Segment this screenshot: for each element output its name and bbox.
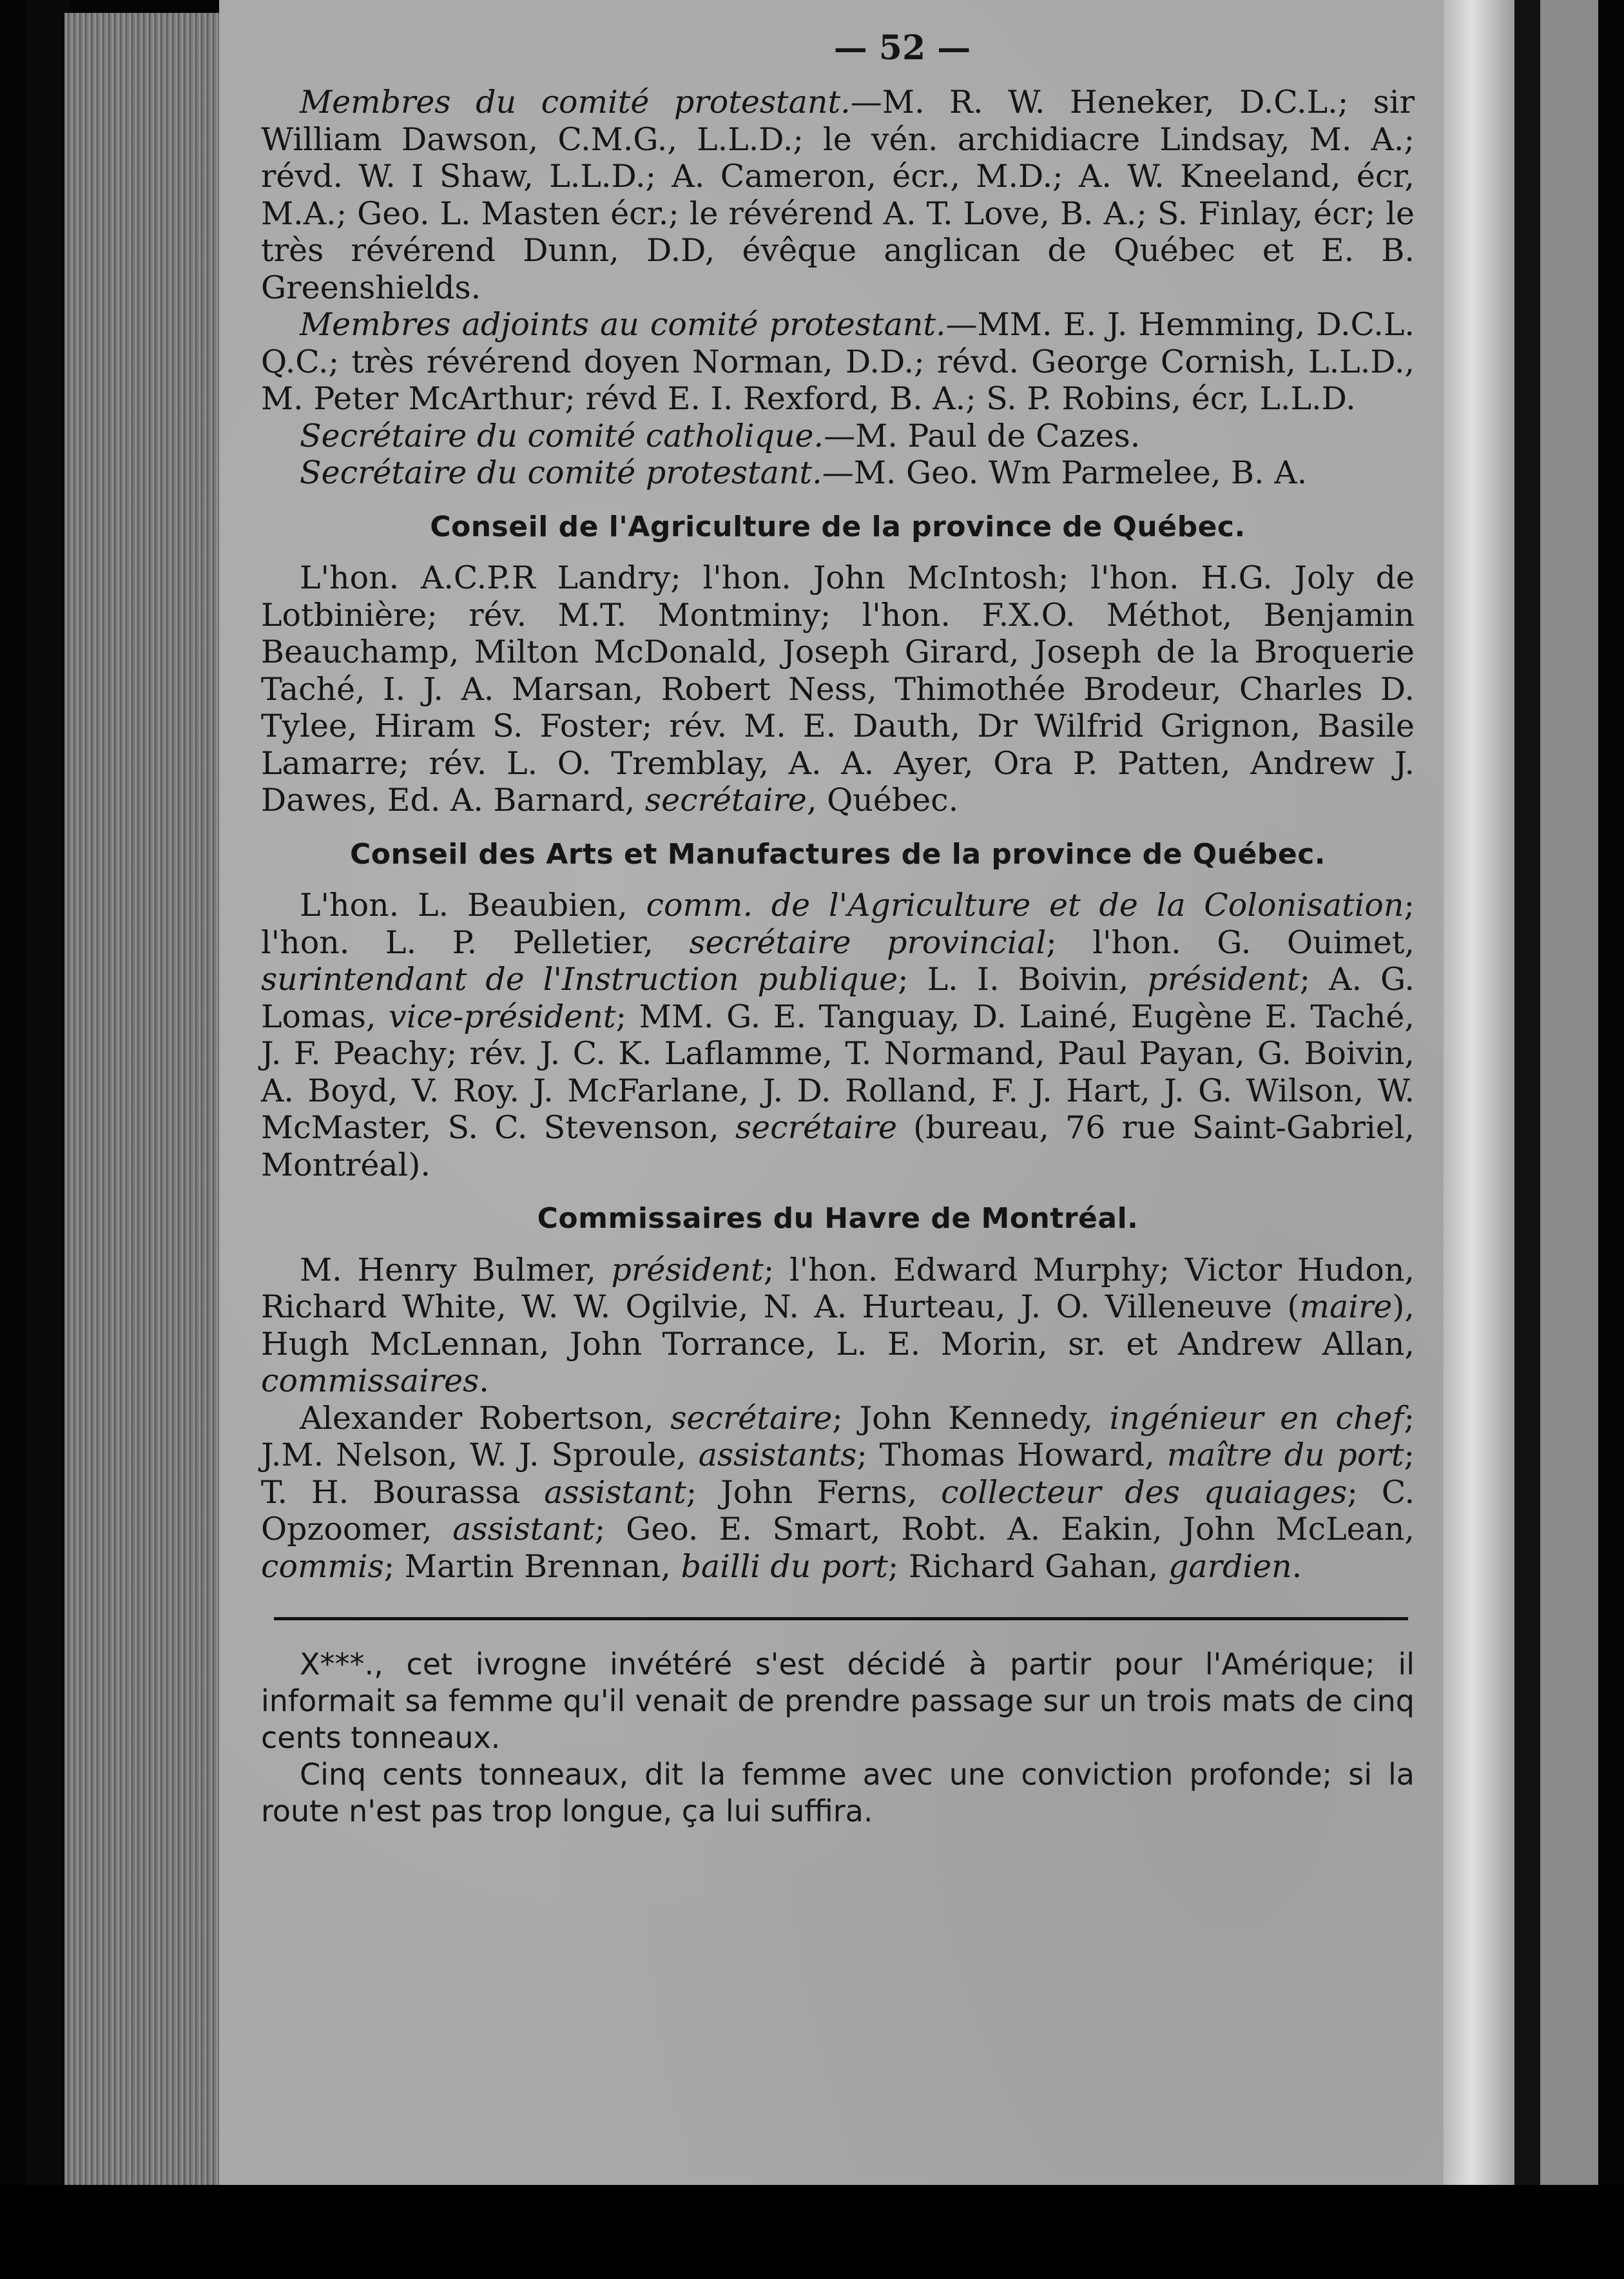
role-text: ingénieur en chef xyxy=(1109,1399,1404,1437)
paragraph-membres-adjoints xyxy=(261,306,1415,418)
paragraph-text: ; Martin Brennan, xyxy=(383,1547,681,1585)
role-text: secrétaire xyxy=(670,1399,833,1437)
role-text: assistant xyxy=(544,1473,686,1511)
anecdote xyxy=(261,1646,1415,1830)
role-text: collecteur des quaiages xyxy=(941,1473,1348,1511)
paragraph-text: —M. R. W. Heneker, D.C.L.; sir William Dawson, C.M.G., L.L.D.; le vén. archidiacre Lindsay, M. A.; révd. W. I Shaw, L.L.D.; A. Cameron, écr., M.D.; A. W. Kneeland, écr, M.A.; Geo. L. Masten écr.; le révérend A. T. Love, B. A.; S. Finlay, écr; le très révérend Dunn, D.D, évêque anglican de Québec et E. B. Greenshields. xyxy=(261,84,1415,306)
role-text: secrétaire provincial xyxy=(689,924,1047,961)
role-text: vice-président xyxy=(389,998,616,1035)
paragraph-text: ; John Kennedy, xyxy=(832,1399,1110,1437)
paragraph-text: ; T. H. Bourassa xyxy=(261,1437,1415,1511)
label: Membres adjoints au comité protestant. xyxy=(300,306,946,343)
scan-bottom-border xyxy=(0,2185,1624,2279)
role-text: maire xyxy=(1299,1288,1393,1325)
paragraph-membres-comite-protestant xyxy=(261,84,1415,306)
gutter-shadow xyxy=(1514,0,1540,2191)
paragraph-arts xyxy=(261,887,1415,1183)
paragraph-secretaire-catholique xyxy=(261,418,1415,455)
next-page-edge xyxy=(1540,0,1598,2191)
paragraph-agriculture xyxy=(261,559,1415,819)
paragraph-secretaire-protestant xyxy=(261,454,1415,492)
page-number: — 52 — xyxy=(833,28,971,68)
role-text: bailli du port xyxy=(681,1547,888,1585)
page-content xyxy=(261,26,1415,1830)
paragraph-text: ; J.M. Nelson, W. J. Sproule, xyxy=(261,1399,1415,1473)
book-page-stack xyxy=(64,13,236,2185)
paragraph-text: ; Thomas Howard, xyxy=(856,1437,1167,1473)
paragraph-text: ; John Ferns, xyxy=(686,1473,942,1511)
paragraph-text: M. Henry Bulmer, xyxy=(300,1251,612,1288)
role-text: secrétaire xyxy=(735,1109,897,1146)
paragraph-text: L'hon. L. Beaubien, xyxy=(300,887,646,924)
role-text: assistants xyxy=(698,1437,857,1473)
label: Secrétaire du comité protestant. xyxy=(300,454,822,491)
paragraph-text: (bureau, 76 rue Saint-Gabriel, Montréal). xyxy=(261,1109,1415,1183)
anecdote-paragraph: Cinq cents tonneaux, dit la femme avec une conviction profonde; si la route n'est pas trop longue, ça lui suffira. xyxy=(261,1757,1415,1828)
label: Secrétaire du comité catholique. xyxy=(300,417,824,454)
paragraph-text: ; A. G. Lomas, xyxy=(261,961,1415,1035)
role-text: commissaires xyxy=(261,1363,479,1399)
paragraph-text-end: , Québec. xyxy=(806,782,959,819)
paragraph-text: ; L. I. Boivin, xyxy=(898,961,1148,998)
heading-agriculture: Conseil de l'Agriculture de la province de Québec. xyxy=(430,510,1246,543)
paragraph-text: ; Richard Gahan, xyxy=(887,1547,1168,1585)
paragraph-text: ; Geo. E. Smart, Robt. A. Eakin, John McLean, xyxy=(594,1511,1415,1547)
paragraph-text: ; l'hon. G. Ouimet, xyxy=(1046,924,1415,961)
heading-havre-montreal: Commissaires du Havre de Montréal. xyxy=(537,1202,1139,1235)
paragraph-text: ; l'hon. L. P. Pelletier, xyxy=(261,887,1415,961)
paragraph-text: . xyxy=(479,1363,489,1399)
role-text: assistant xyxy=(452,1511,595,1547)
role-text: président xyxy=(1147,961,1300,998)
paragraph-text: ; C. Opzoomer, xyxy=(261,1473,1415,1547)
right-margin-strip xyxy=(1444,0,1514,2191)
role-text: secrétaire xyxy=(644,782,807,819)
horizontal-rule xyxy=(274,1617,1408,1620)
paragraph-text: —MM. E. J. Hemming, D.C.L. Q.C.; très révérend doyen Norman, D.D.; révd. George Cornish, L.L.D., M. Peter McArthur; révd E. I. Rexford, B. A.; S. P. Robins, écr, L.L.D. xyxy=(261,306,1415,417)
role-text: commis xyxy=(261,1547,384,1585)
role-text: comm. de l'Agriculture et de la Colonisation xyxy=(646,887,1404,924)
paragraph-havre-commissaires xyxy=(261,1252,1415,1400)
paragraph-text: ), Hugh McLennan, John Torrance, L. E. Morin, sr. et Andrew Allan, xyxy=(261,1288,1415,1363)
paragraph-text: —M. Geo. Wm Parmelee, B. A. xyxy=(822,454,1308,491)
role-text: gardien xyxy=(1168,1547,1292,1585)
paragraph-text: —M. Paul de Cazes. xyxy=(824,417,1141,454)
paragraph-text: ; MM. G. E. Tanguay, D. Lainé, Eugène E. Taché, J. F. Peachy; rév. J. C. K. Laflamme, T. Normand, Paul Payan, G. Boivin, A. Boyd, V. Roy. J. McFarlane, J. D. Rolland, F. J. Hart, J. G. Wilson, W. McMaster, S. C. Stevenson, xyxy=(261,998,1415,1146)
paragraph-text: ; l'hon. Edward Murphy; Victor Hudon, Richard White, W. W. Ogilvie, N. A. Hurteau, J. O. Villeneuve ( xyxy=(261,1251,1415,1325)
heading-arts-manufactures: Conseil des Arts et Manufactures de la province de Québec. xyxy=(350,837,1326,871)
role-text: maître du port xyxy=(1166,1437,1404,1473)
role-text: surintendant de l'Instruction publique xyxy=(261,961,898,998)
role-text: président xyxy=(611,1251,764,1288)
paragraph-text: L'hon. A.C.P.R Landry; l'hon. John McIntosh; l'hon. H.G. Joly de Lotbinière; rév. M.T. Montminy; l'hon. F.X.O. Méthot, Benjamin Beauchamp, Milton McDonald, Joseph Girard, Joseph de la Broquerie Taché, I. J. A. Marsan, Robert Ness, Thimothée Brodeur, Charles D. Tylee, Hiram S. Foster; rév. M. E. Dauth, Dr Wilfrid Grignon, Basile Lamarre; rév. L. O. Tremblay, A. A. Ayer, Ora P. Patten, Andrew J. Dawes, Ed. A. Barnard, xyxy=(261,559,1415,819)
label: Membres du comité protestant. xyxy=(300,84,851,121)
paragraph-havre-staff xyxy=(261,1400,1415,1586)
paragraph-text: Alexander Robertson, xyxy=(300,1399,671,1437)
anecdote-paragraph: X***., cet ivrogne invétéré s'est décidé à partir pour l'Amérique; il informait sa femme qu'il venait de prendre passage sur un trois mats de cinq cents tonneaux. xyxy=(261,1647,1415,1755)
paragraph-text: . xyxy=(1291,1547,1302,1585)
